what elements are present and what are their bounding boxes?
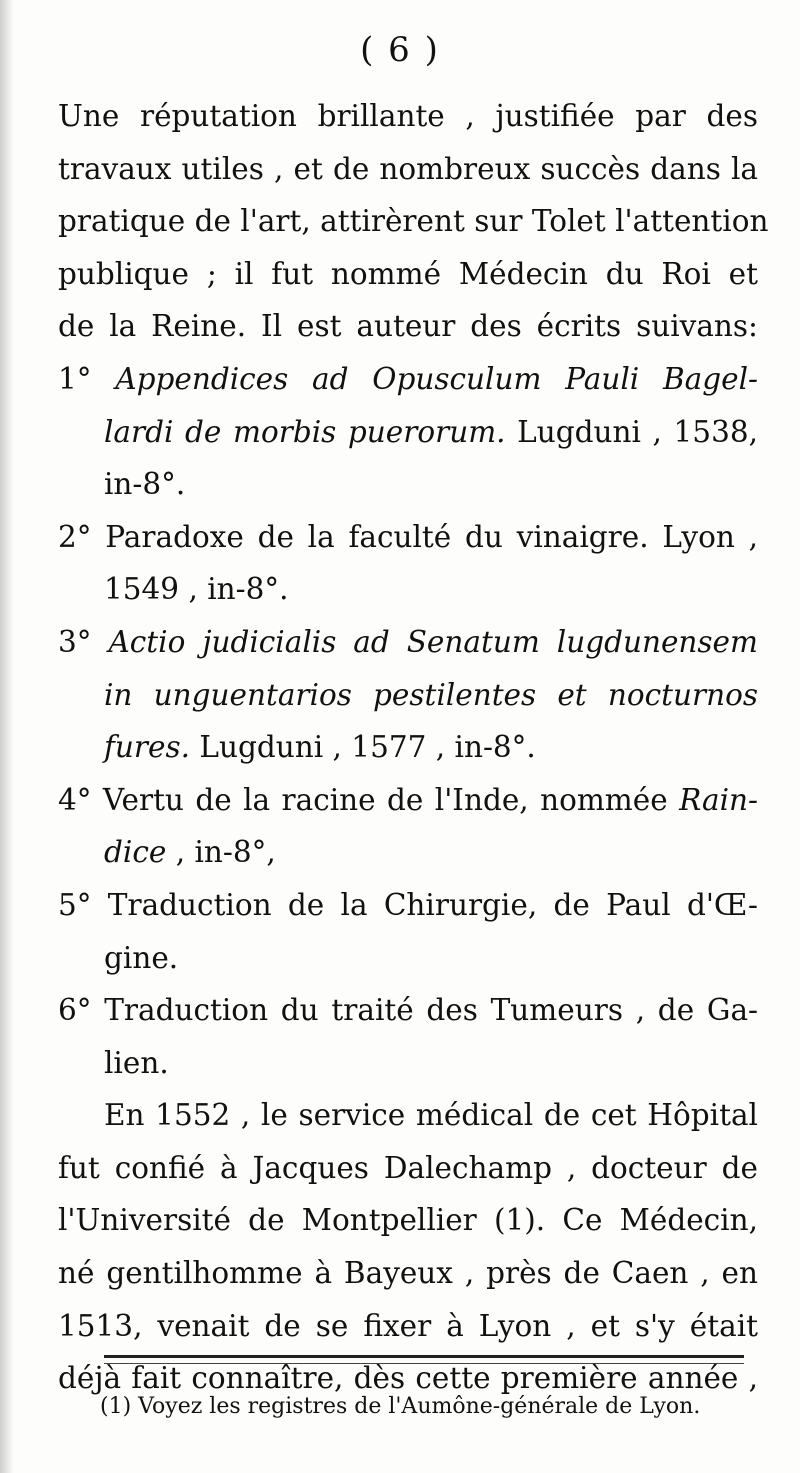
work-line: [58, 826, 758, 879]
work-line: [58, 984, 758, 1037]
text-run: , in-8°,: [166, 835, 276, 870]
work-line: [58, 353, 758, 406]
text-line: Une réputation brillante , justifiée par des: [58, 99, 758, 133]
text-run: gine.: [104, 940, 179, 975]
text-run: in-8°.: [104, 467, 186, 502]
work-item: [58, 774, 758, 879]
work-line: [58, 932, 758, 985]
text-line: de la Reine. Il est auteur des écrits suivans:: [58, 309, 758, 344]
text-line: En 1552 , le service médical de cet Hôpital: [104, 1098, 758, 1133]
text-line: publique ; il fut nommé Médecin du Roi et: [58, 256, 758, 291]
text-run: 1°: [58, 361, 116, 396]
text-line: 1513, venait de se fixer à Lyon , et s'y était: [58, 1308, 758, 1343]
italic-run: fures.: [104, 730, 190, 765]
footnote-rule: [104, 1355, 744, 1358]
work-line: [58, 721, 758, 774]
work-item: [58, 616, 758, 774]
italic-run: lardi de morbis puerorum.: [104, 414, 506, 449]
text-run: 5° Traduction de la Chirurgie, de Paul d'Œ-: [58, 887, 758, 922]
work-line: [58, 563, 758, 616]
text-run: 6° Traduction du traité des Tumeurs , de Ga-: [58, 993, 758, 1028]
italic-run: Actio judicialis ad Senatum lugdunensem: [108, 624, 758, 659]
text-run: 4° Vertu de la racine de l'Inde, nommée: [58, 782, 680, 817]
work-line: [58, 616, 758, 669]
italic-run: dice: [104, 835, 167, 870]
text-line: né gentilhomme à Bayeux , près de Caen , en: [58, 1256, 758, 1291]
text-line: travaux utiles , et de nombreux succès dans la: [58, 151, 758, 186]
text-line: fut confié à Jacques Dalechamp , docteur de: [58, 1150, 758, 1185]
work-item: [58, 511, 758, 616]
work-line: [58, 406, 758, 459]
work-line: [58, 879, 758, 932]
work-line: [58, 1037, 758, 1090]
text-run: 1549 , in-8°.: [104, 572, 289, 607]
text-line: pratique de l'art, attirèrent sur Tolet l'attention: [58, 204, 769, 239]
page-number: ( 6 ): [360, 30, 440, 70]
work-line: [58, 511, 758, 564]
text-run: Lugduni , 1577 , in-8°.: [190, 730, 536, 765]
works-list: [58, 353, 758, 1089]
work-item: [58, 353, 758, 511]
text-run: Lugduni , 1538,: [505, 414, 758, 449]
page-edge-shadow: [0, 0, 14, 1473]
text-run: 2° Paradoxe de la faculté du vinaigre. Lyon ,: [58, 519, 758, 554]
work-line: [58, 669, 758, 722]
work-item: [58, 984, 758, 1089]
italic-run: Appendices ad Opusculum Pauli Bagel-: [115, 361, 758, 396]
footnote: (1) Voyez les registres de l'Aumône-générale de Lyon.: [100, 1394, 701, 1419]
body-text: [58, 90, 769, 1405]
work-line: [58, 774, 758, 827]
work-line: [58, 458, 758, 511]
work-item: [58, 879, 758, 984]
text-line: déjà fait connaître, dès cette première année ,: [58, 1361, 758, 1396]
footnote-rule-thin: [104, 1363, 744, 1364]
text-line: l'Université de Montpellier (1). Ce Médecin,: [58, 1203, 758, 1238]
italic-run: in unguentarios pestilentes et nocturnos: [104, 677, 758, 712]
text-run: 3°: [58, 624, 109, 659]
italic-run: Rain-: [679, 782, 758, 817]
text-run: lien.: [104, 1045, 169, 1080]
